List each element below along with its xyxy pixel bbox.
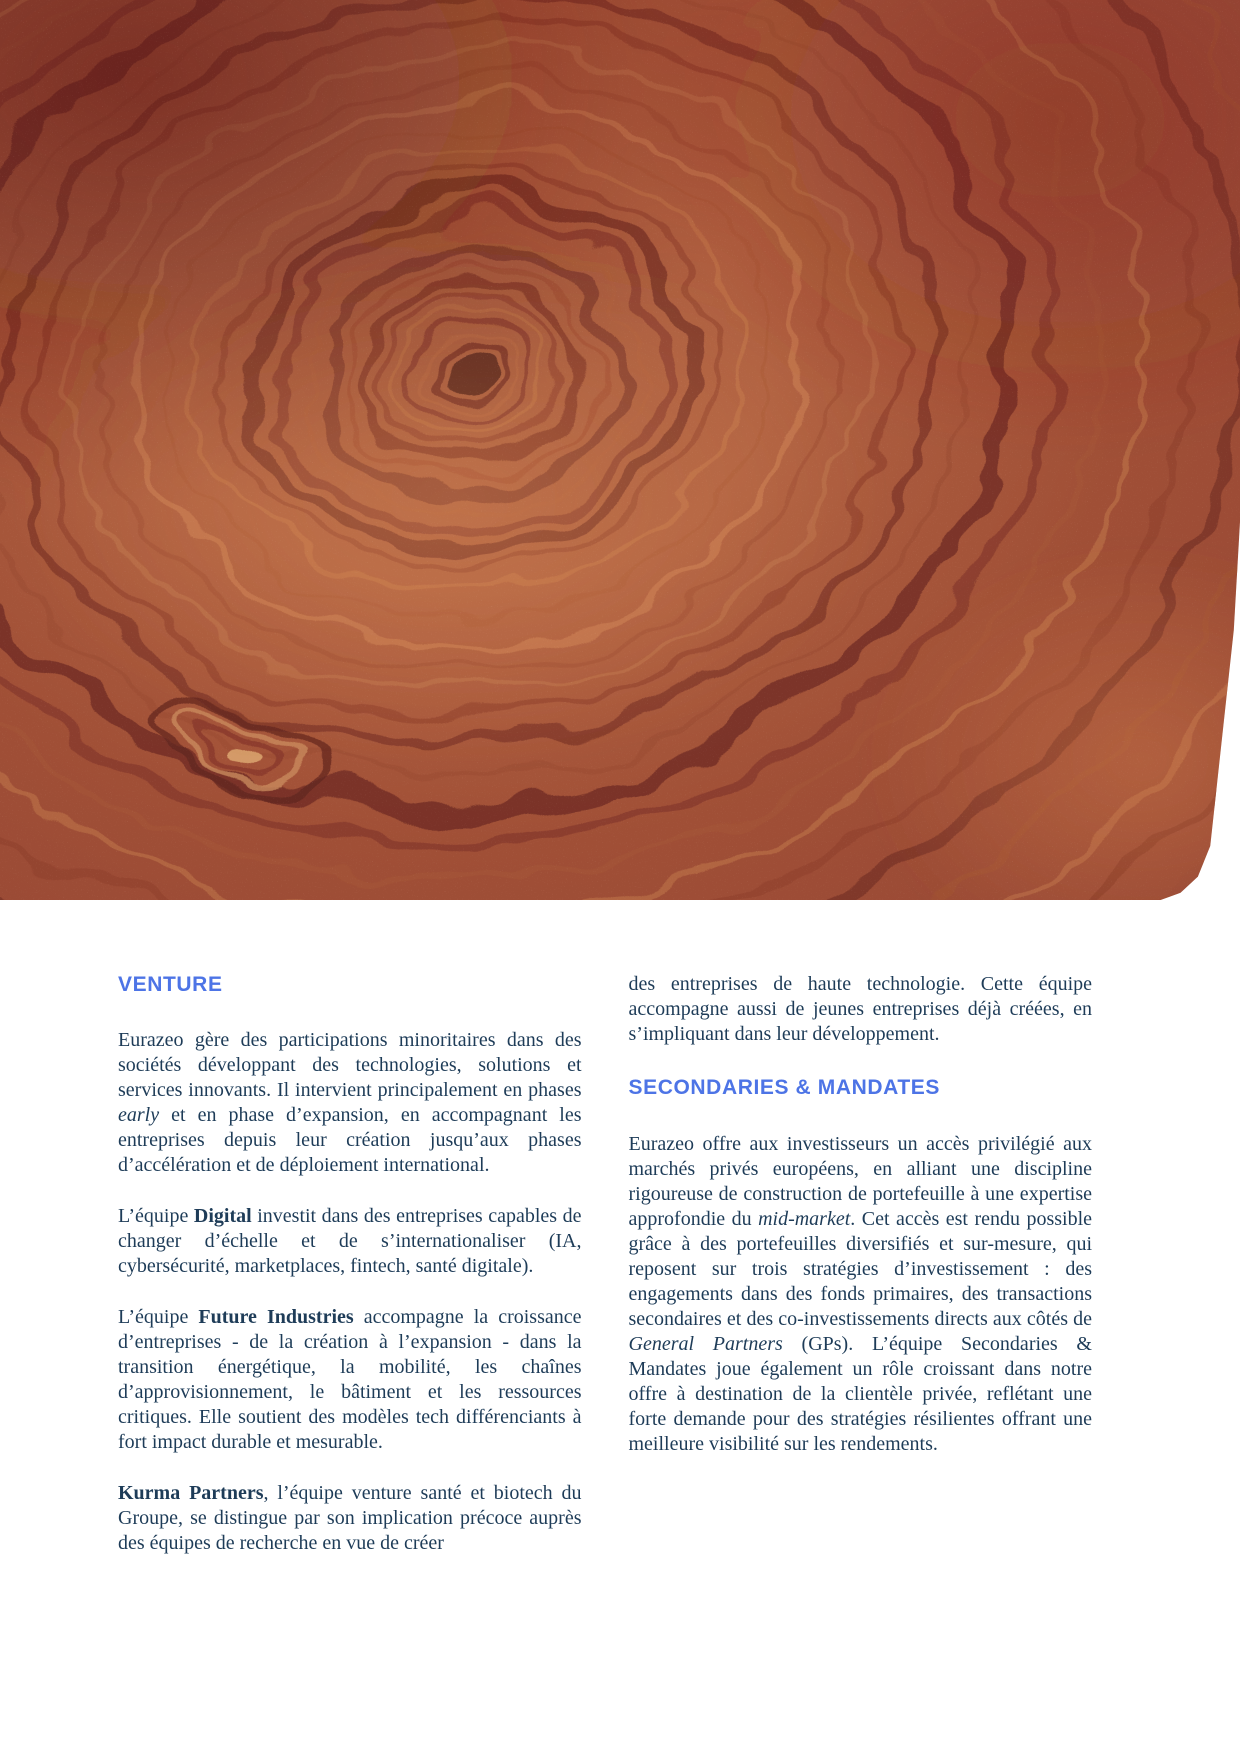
paragraph-continuation: des entreprises de haute technologie. Cette équipe accompagne aussi de jeunes entreprises déjà créées, en s’impliquant dans leur développement. (628, 973, 1092, 1045)
left-column (118, 972, 582, 1556)
paragraph-kurma-partners: Kurma Partners, l’équipe venture santé et biotech du Groupe, se distingue par son implication précoce auprès des équipes de recherche en vue de créer (118, 1482, 582, 1554)
paragraph-digital: L’équipe Digital investit dans des entreprises capables de changer d’échelle et de s’internationaliser (IA, cybersécurité, marketplaces, fintech, santé digitale). (118, 1205, 582, 1277)
article-body (118, 972, 1092, 1556)
paragraph-venture-intro: Eurazeo gère des participations minoritaires dans des sociétés développant des technologies, solutions et services innovants. Il intervient principalement en phases early et en phase d’expansion, en accompagnant les entreprises depuis leur création jusqu’aux phases d’accélération et de déploiement international. (118, 1029, 582, 1176)
right-column (629, 972, 1093, 1556)
paragraph-future-industries: L’équipe Future Industries accompagne la croissance d’entreprises - de la création à l’expansion - dans la transition énergétique, la mobilité, les chaînes d’approvisionnement, le bâtiment et les ressources critiques. Elle soutient des modèles tech différenciants à fort impact durable et mesurable. (118, 1306, 582, 1453)
section-heading-venture: VENTURE (118, 973, 223, 996)
paragraph-secondaries: Eurazeo offre aux investisseurs un accès privilégié aux marchés privés européens, en alliant une discipline rigoureuse de construction de portefeuille à une expertise approfondie du mid-market. Cet accès est rendu possible grâce à des portefeuilles diversifiés et sur-mesure, qui reposent sur trois stratégies d’investissement : des engagements dans des fonds primaires, des transactions secondaires et des co-investissements directs aux côtés de General Partners (GPs). L’équipe Secondaries & Mandates joue également un rôle croissant dans notre offre à destination de la clientèle privée, reflétant une forte demande pour des stratégies résilientes offrant une meilleure visibilité sur les rendements. (628, 1133, 1092, 1455)
section-heading-secondaries-mandates: SECONDARIES & MANDATES (628, 1076, 940, 1099)
